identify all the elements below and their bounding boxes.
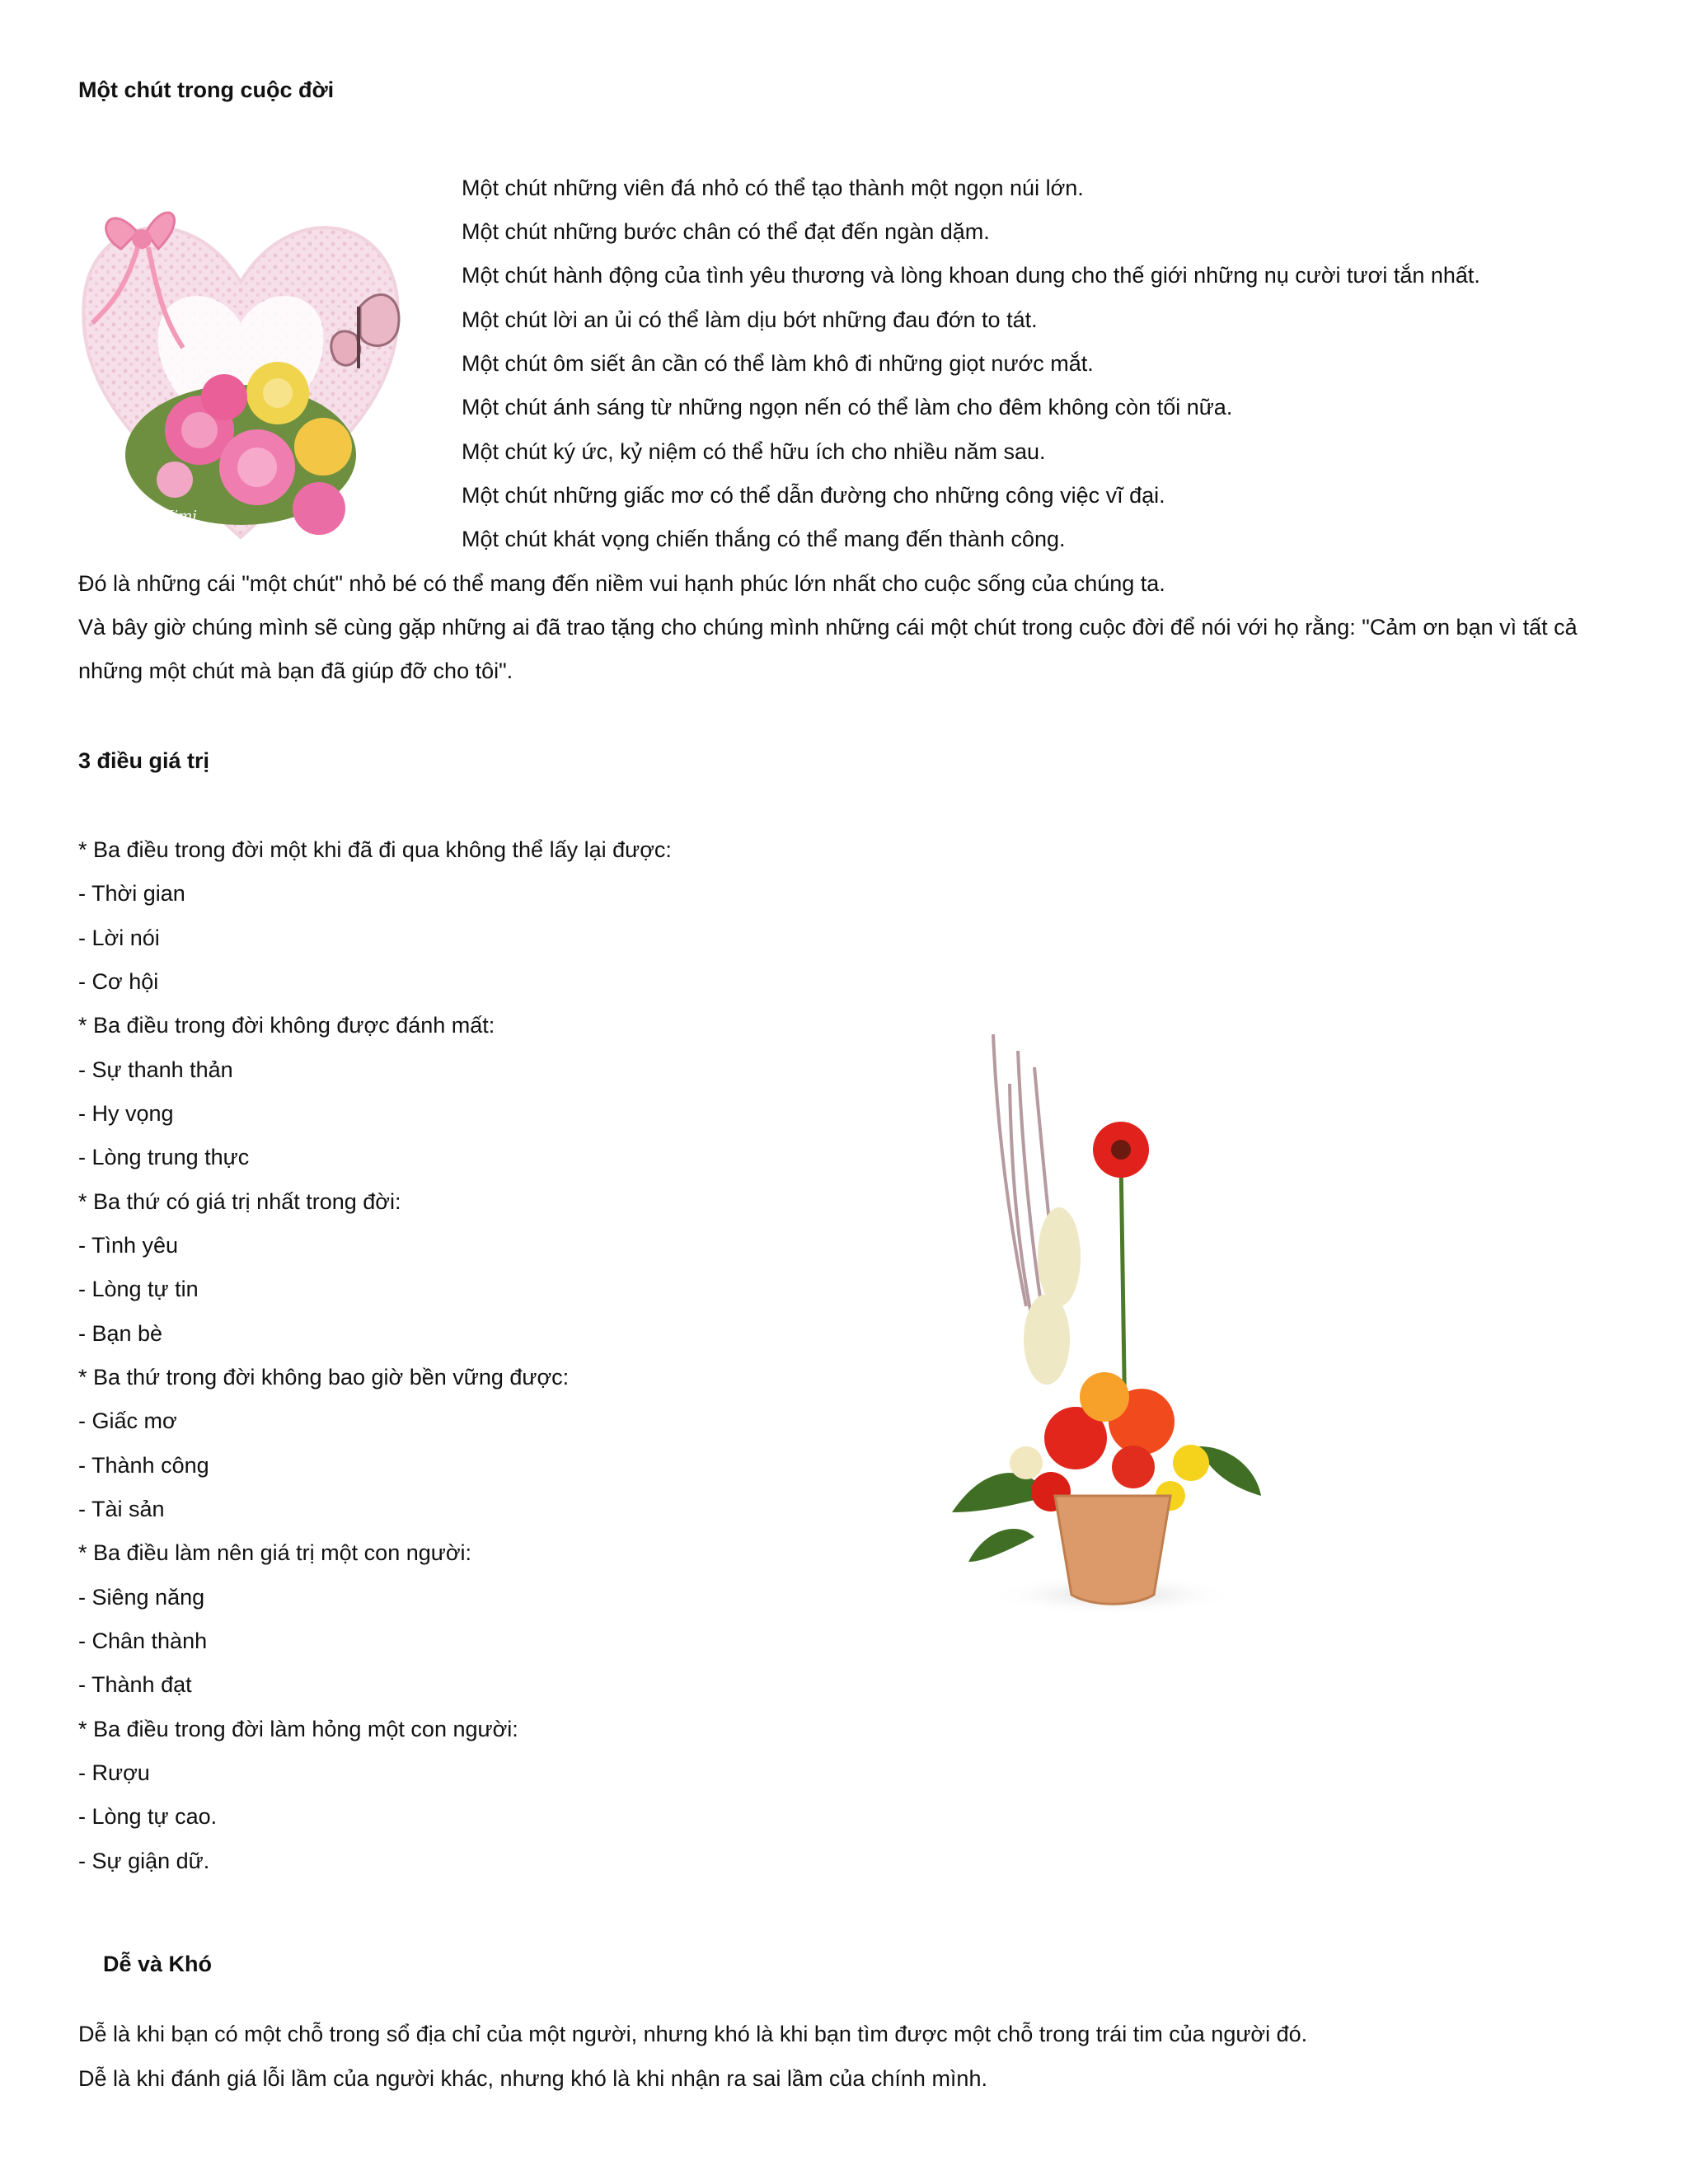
list-item: * Ba thứ có giá trị nhất trong đời: — [78, 1189, 401, 1214]
vase-icon — [1055, 1496, 1170, 1604]
poem-line: Một chút những bước chân có thể đạt đến ngàn dặm. — [462, 219, 990, 244]
list-item: - Sự giận dữ. — [78, 1849, 210, 1873]
list-item: - Lòng tự cao. — [78, 1804, 218, 1829]
poem-line: Một chút hành động của tình yêu thương và lòng khoan dung cho thế giới những nụ cười tươi tắn nhất. — [462, 263, 1480, 288]
poem-line: Một chút những viên đá nhỏ có thể tạo thành một ngọn núi lớn. — [462, 176, 1084, 200]
list-item: - Sự thanh thản — [78, 1057, 233, 1082]
red-gerbera-icon — [1093, 1122, 1149, 1178]
closing-line: Đó là những cái "một chút" nhỏ bé có thể mang đến niềm vui hạnh phúc lớn nhất cho cuộc sống của chúng ta. — [78, 571, 1165, 596]
list-item: - Cơ hội — [78, 969, 159, 994]
list-item: - Lời nói — [78, 926, 160, 950]
paragraph-line: Dễ là khi đánh giá lỗi lầm của người khác, nhưng khó là khi nhận ra sai lầm của chính mình. — [78, 2066, 987, 2091]
list-item: - Lòng tự tin — [78, 1277, 199, 1301]
list-item: * Ba điều trong đời làm hỏng một con người: — [78, 1717, 518, 1741]
list-item: * Ba điều trong đời một khi đã đi qua không thể lấy lại được: — [78, 837, 672, 862]
list-item: - Chân thành — [78, 1629, 208, 1653]
poem-line: Một chút những giấc mơ có thể dẫn đường cho những công việc vĩ đại. — [462, 483, 1165, 508]
section-title-3-dieu-gia-tri: 3 điều giá trị — [78, 748, 210, 773]
section-title-de-va-kho: Dễ và Khó — [103, 1952, 213, 1976]
list-item: - Thời gian — [78, 881, 185, 906]
poem-line: Một chút ký ức, kỷ niệm có thể hữu ích cho nhiều năm sau. — [462, 439, 1046, 464]
list-item: - Hy vọng — [78, 1101, 174, 1126]
list-item: - Siêng năng — [78, 1585, 205, 1610]
poem-line: Một chút khát vọng chiến thắng có thể mang đến thành công. — [462, 527, 1066, 551]
poem-line: Một chút ôm siết ân cần có thể làm khô đi những giọt nước mắt. — [462, 351, 1094, 376]
list-item: - Lòng trung thực — [78, 1145, 250, 1169]
list-item: - Tình yêu — [78, 1233, 179, 1258]
watermark: Mimi — [158, 508, 198, 525]
list-item: - Rượu — [78, 1760, 150, 1785]
list-item: * Ba điều trong đời không được đánh mất: — [78, 1013, 495, 1038]
list-item: - Thành công — [78, 1453, 209, 1478]
list-item: - Bạn bè — [78, 1321, 163, 1346]
list-item: - Giấc mơ — [78, 1408, 177, 1433]
section-title-mot-chut: Một chút trong cuộc đời — [78, 77, 335, 102]
poem-line: Một chút lời an ủi có thể làm dịu bớt những đau đớn to tát. — [462, 307, 1038, 332]
flower-cluster-icon — [1010, 1372, 1209, 1511]
flower-vase-image — [935, 1034, 1265, 1619]
paragraph-line: Dễ là khi bạn có một chỗ trong sổ địa chỉ của một người, nhưng khó là khi bạn tìm được một chỗ trong trái tim của người đó. — [78, 2022, 1308, 2046]
closing-line: Và bây giờ chúng mình sẽ cùng gặp những ai đã trao tặng cho chúng mình những cái một chút trong cuộc đời để nói với họ rằng: "Cảm ơn bạn vì tất cả — [78, 615, 1578, 640]
closing-line: những một chút mà bạn đã giúp đỡ cho tôi". — [78, 658, 513, 683]
list-item: - Tài sản — [78, 1497, 165, 1521]
list-item: - Thành đạt — [78, 1672, 192, 1697]
list-item: * Ba điều làm nên giá trị một con người: — [78, 1540, 472, 1565]
list-item: * Ba thứ trong đời không bao giờ bền vững được: — [78, 1365, 570, 1390]
heart-flowers-image — [76, 183, 406, 562]
poem-line: Một chút ánh sáng từ những ngọn nến có thể làm cho đêm không còn tối nữa. — [462, 395, 1233, 419]
